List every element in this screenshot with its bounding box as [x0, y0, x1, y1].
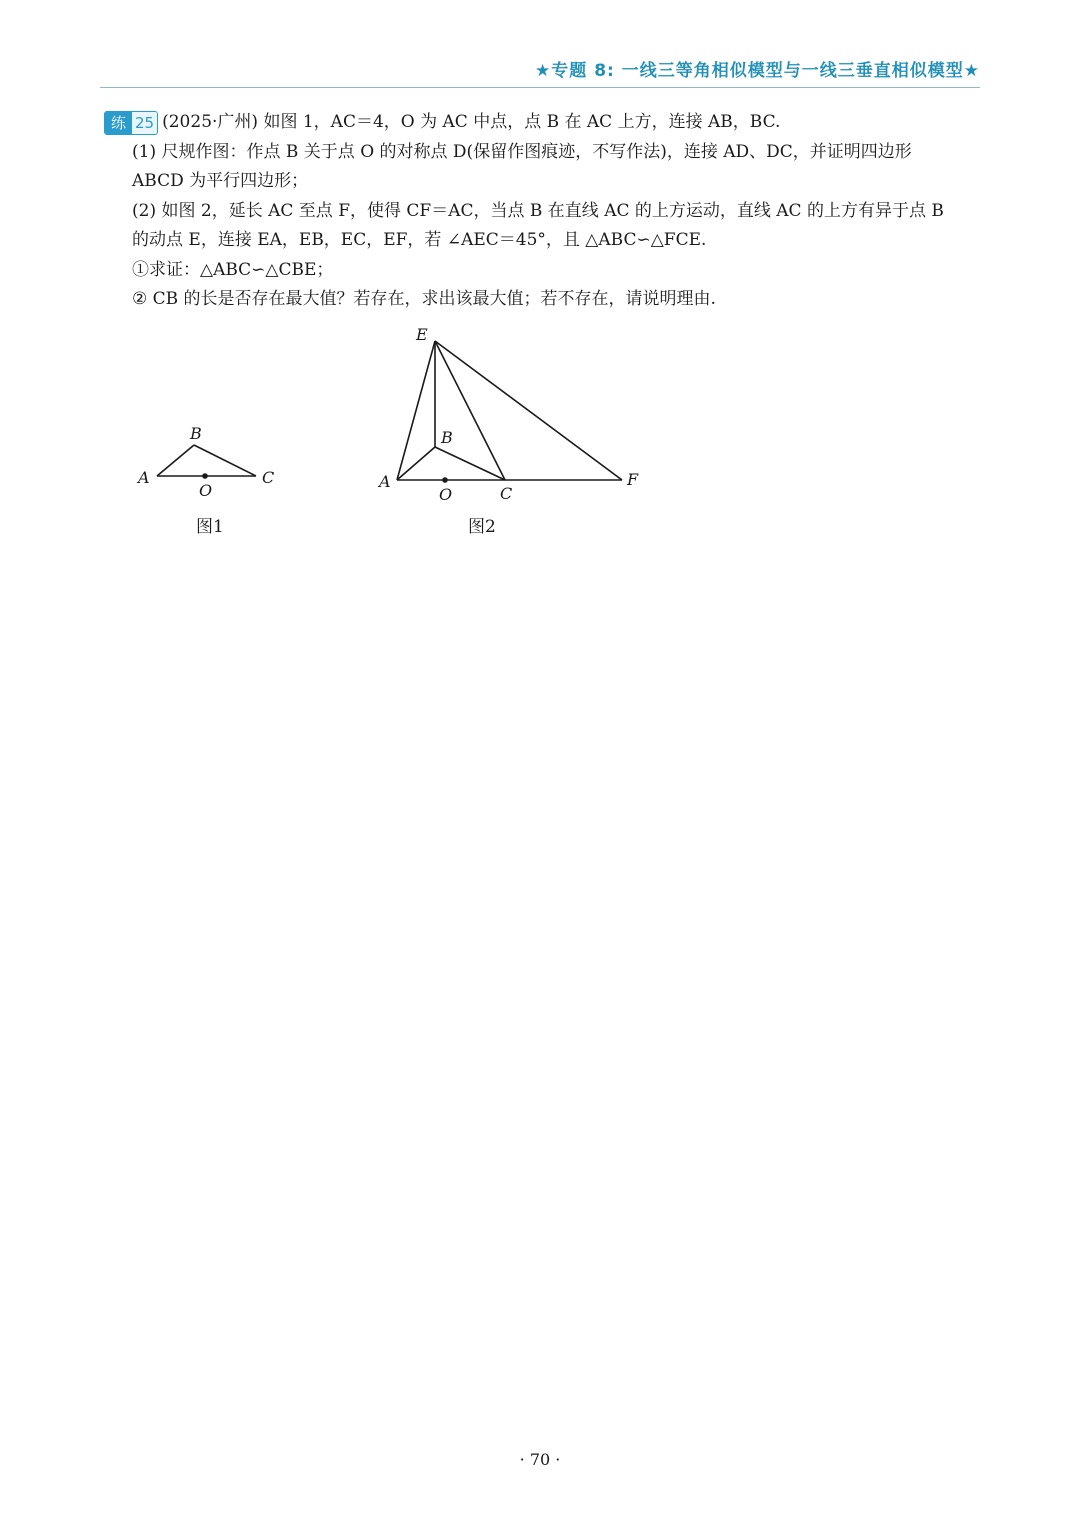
segment-bc: [194, 445, 256, 476]
header-divider: [100, 87, 980, 88]
exercise-tag: [104, 111, 158, 135]
figure-1-caption: 图1: [196, 517, 224, 537]
page-number: · 70 ·: [519, 1450, 561, 1469]
exercise-tag-label: 练: [105, 112, 132, 134]
segment-ec: [435, 341, 505, 480]
problem-line-1: [104, 108, 984, 138]
label-c: C: [500, 484, 513, 503]
label-f: F: [627, 470, 639, 489]
figure-1-diagram: [130, 420, 290, 500]
problem-line-2: (1) 尺规作图：作点 B 关于点 O 的对称点 D(保留作图痕迹，不写作法)，连接 AD、DC，并证明四边形: [132, 141, 912, 162]
label-a: A: [138, 468, 150, 487]
label-o: O: [199, 481, 213, 500]
label-o: O: [439, 485, 453, 504]
segment-bc: [435, 447, 505, 480]
figure-2-caption: 图2: [468, 517, 496, 537]
segment-ab: [157, 445, 194, 476]
problem-line-7: ② CB 的长是否存在最大值？若存在，求出该最大值；若不存在，请说明理由.: [132, 289, 716, 309]
problem-line-3: ABCD 为平行四边形；: [132, 171, 309, 191]
label-a: A: [379, 472, 391, 491]
exercise-tag-number: 25: [132, 112, 157, 134]
figure-1: [130, 420, 290, 500]
figure-2: [370, 320, 650, 510]
problem-line-6: ①求证：△ABC∽△CBE；: [132, 259, 334, 280]
segment-ef: [435, 341, 622, 480]
figure-2-diagram: [370, 320, 650, 510]
point-o: [202, 473, 208, 479]
segment-ab: [397, 447, 435, 480]
label-b: B: [190, 424, 202, 443]
problem-line-5: 的动点 E，连接 EA，EB，EC，EF，若 ∠AEC＝45°，且 △ABC∽△FCE.: [132, 230, 707, 250]
label-c: C: [262, 468, 275, 487]
problem-line-4: (2) 如图 2，延长 AC 至点 F，使得 CF＝AC，当点 B 在直线 AC 的上方运动，直线 AC 的上方有异于点 B: [132, 200, 944, 221]
chapter-header: ★专题 8: 一线三等角相似模型与一线三垂直相似模型★: [535, 61, 980, 81]
label-b: B: [441, 428, 453, 447]
point-o: [442, 477, 448, 483]
segment-ea: [397, 341, 435, 480]
problem-block: [104, 108, 984, 315]
problem-intro: (2025·广州) 如图 1，AC＝4，O 为 AC 中点，点 B 在 AC 上方，连接 AB，BC.: [162, 112, 781, 132]
label-e: E: [416, 325, 428, 344]
